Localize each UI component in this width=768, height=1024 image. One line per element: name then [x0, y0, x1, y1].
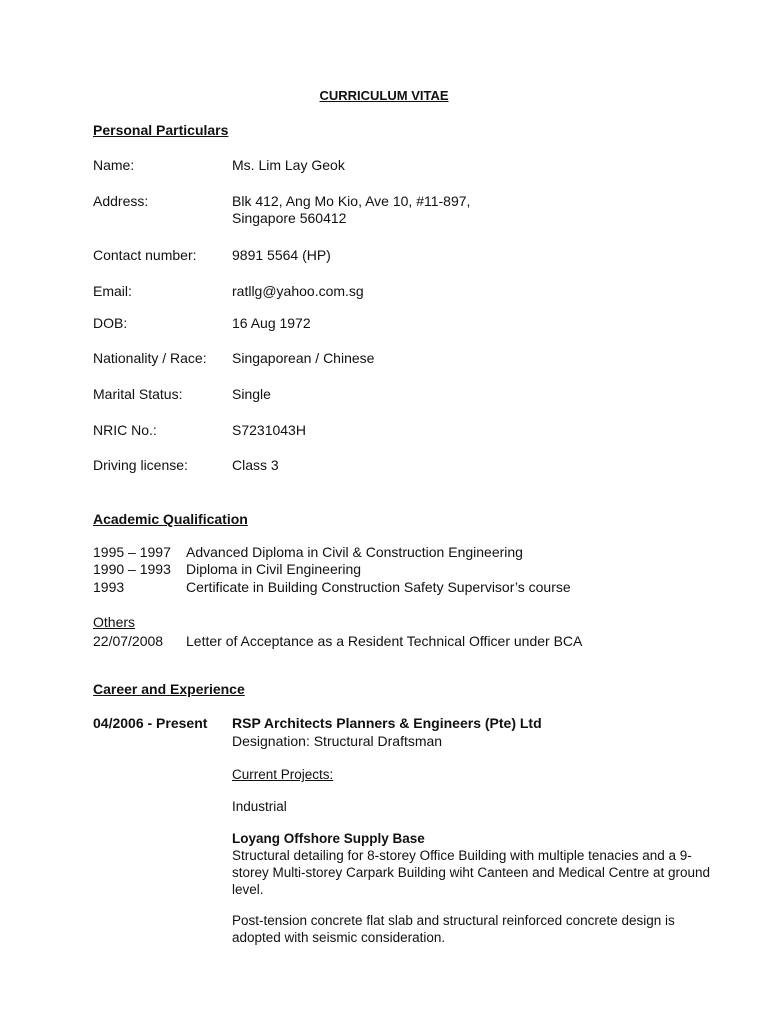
name-label: Name:: [93, 157, 135, 173]
others-date-1: 22/07/2008: [93, 633, 164, 649]
project-description-2: Post-tension concrete flat slab and structural reinforced concrete design is adopted with seismic consideration.: [232, 913, 675, 945]
academic-years-1: 1995 – 1997: [93, 544, 171, 560]
academic-desc-1: Advanced Diploma in Civil & Construction Engineering: [186, 544, 523, 560]
contact-label: Contact number:: [93, 247, 197, 263]
academic-qualification-heading: Academic Qualification: [93, 511, 248, 527]
driving-license-label: Driving license:: [93, 457, 188, 473]
marital-status-value: Single: [232, 386, 271, 402]
academic-desc-3: Certificate in Building Construction Safety Supervisor’s course: [186, 579, 571, 595]
career-designation: Designation: Structural Draftsman: [232, 733, 443, 749]
career-company: RSP Architects Planners & Engineers (Pte) Ltd: [232, 715, 542, 731]
address-label: Address:: [93, 193, 149, 209]
project-description: Structural detailing for 8-storey Office Building with multiple tenacies and a 9-storey Multi-storey Carpark Building wiht Canteen and Medical Centre at ground level.: [232, 848, 710, 897]
name-value: Ms. Lim Lay Geok: [232, 157, 345, 173]
academic-years-3: 1993: [93, 579, 125, 595]
career-heading: Career and Experience: [93, 681, 245, 697]
nationality-label: Nationality / Race:: [93, 350, 207, 366]
nationality-value: Singaporean / Chinese: [232, 350, 375, 366]
current-projects-label: Current Projects:: [232, 767, 334, 782]
project-name: Loyang Offshore Supply Base: [232, 831, 425, 846]
nric-label: NRIC No.:: [93, 422, 157, 438]
email-label: Email:: [93, 283, 132, 299]
career-period: 04/2006 - Present: [93, 715, 208, 731]
dob-value: 16 Aug 1972: [232, 315, 311, 331]
project-category: Industrial: [232, 799, 287, 814]
email-value: ratllg@yahoo.com.sg: [232, 283, 364, 299]
address-line-2: Singapore 560412: [232, 210, 347, 226]
academic-years-2: 1990 – 1993: [93, 561, 171, 577]
marital-status-label: Marital Status:: [93, 386, 183, 402]
others-heading: Others: [93, 614, 136, 630]
dob-label: DOB:: [93, 315, 128, 331]
others-desc-1: Letter of Acceptance as a Resident Technical Officer under BCA: [186, 633, 583, 649]
document-title: CURRICULUM VITAE: [319, 88, 449, 103]
driving-license-value: Class 3: [232, 457, 279, 473]
academic-desc-2: Diploma in Civil Engineering: [186, 561, 362, 577]
personal-particulars-heading: Personal Particulars: [93, 122, 229, 138]
nric-value: S7231043H: [232, 422, 306, 438]
contact-value: 9891 5564 (HP): [232, 247, 331, 263]
address-line-1: Blk 412, Ang Mo Kio, Ave 10, #11-897,: [232, 193, 471, 209]
